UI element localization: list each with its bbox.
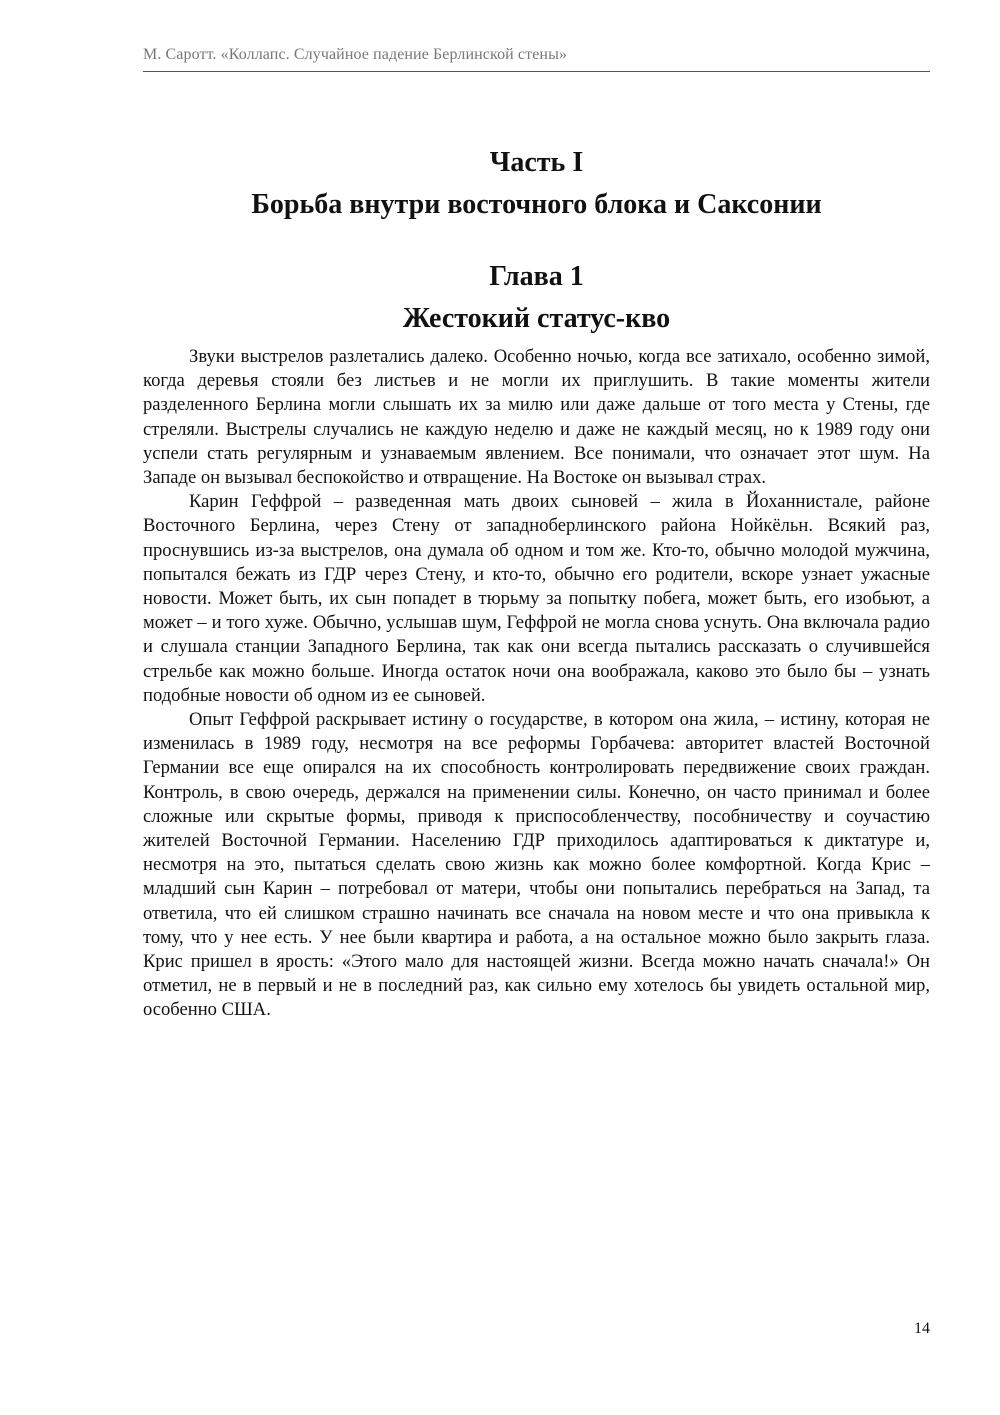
paragraph: Звуки выстрелов разлетались далеко. Особенно ночью, когда все затихало, особенно зимой, когда деревья стояли без листьев и не могли их приглушить. В такие моменты жители разделенного Берлина могли слышать их за милю или даже дальше от того места у Стены, где стреляли. Выстрелы случались не каждую неделю и даже не каждый месяц, но к 1989 году они успели стать регулярным и узнаваемым явлением. Все понимали, что означает этот шум. На Западе он вызывал беспокойство и отвращение. На Востоке он вызывал страх. — [143, 346, 930, 489]
running-header: М. Саротт. «Коллапс. Случайное падение Берлинской стены» — [143, 46, 568, 63]
chapter-title: Жестокий статус-кво — [402, 303, 671, 334]
part-heading — [143, 142, 930, 226]
part-label: Часть I — [489, 147, 584, 178]
paragraph: Карин Геффрой – разведенная мать двоих сыновей – жила в Йоханнистале, районе Восточного Берлина, через Стену от западноберлинского района Нойкёльн. Всякий раз, проснувшись из-за выстрелов, она думала об одном и том же. Кто-то, обычно молодой мужчина, попытался бежать из ГДР через Стену, и кто-то, обычно его родители, вскоре узнает ужасные новости. Может быть, их сын попадет в тюрьму за попытку побега, может быть, его изобьют, а может – и того хуже. Обычно, услышав шум, Геффрой не могла снова уснуть. Она включала радио и слушала станции Западного Берлина, так как они всегда пытались рассказать о случившейся стрельбе как можно больше. Иногда остаток ночи она воображала, каково это было бы – узнать подобные новости об одном из ее сыновей. — [143, 491, 930, 706]
paragraph: Опыт Геффрой раскрывает истину о государстве, в котором она жила, – истину, которая не изменилась в 1989 году, несмотря на все реформы Горбачева: авторитет властей Восточной Германии все еще опирался на их способность контролировать передвижение своих граждан. Контроль, в свою очередь, держался на применении силы. Конечно, он часто принимал и более сложные или скрытые формы, приводя к приспособленчеству, пособничеству и соучастию жителей Восточной Германии. Населению ГДР приходилось адаптироваться к диктатуре и, несмотря на это, пытаться сделать свою жизнь как можно более комфортной. Когда Крис – младший сын Карин – потребовал от матери, чтобы они попытались перебраться на Запад, та ответила, что ей слишком страшно начинать все сначала на новом месте и что она привыкла к тому, что у нее есть. У нее были квартира и работа, а на остальное можно было закрыть глаза. Крис пришел в ярость: «Этого мало для настоящей жизни. Всегда можно начать сначала!» Он отметил, не в первый и не в последний раз, как сильно ему хотелось бы увидеть остальной мир, особенно США. — [143, 709, 930, 1021]
chapter-label: Глава 1 — [489, 261, 584, 292]
page-number: 14 — [914, 1320, 930, 1337]
header-divider — [143, 71, 930, 72]
chapter-heading — [143, 256, 930, 340]
body-text — [143, 345, 930, 1023]
part-title: Борьба внутри восточного блока и Саксонии — [251, 189, 822, 220]
